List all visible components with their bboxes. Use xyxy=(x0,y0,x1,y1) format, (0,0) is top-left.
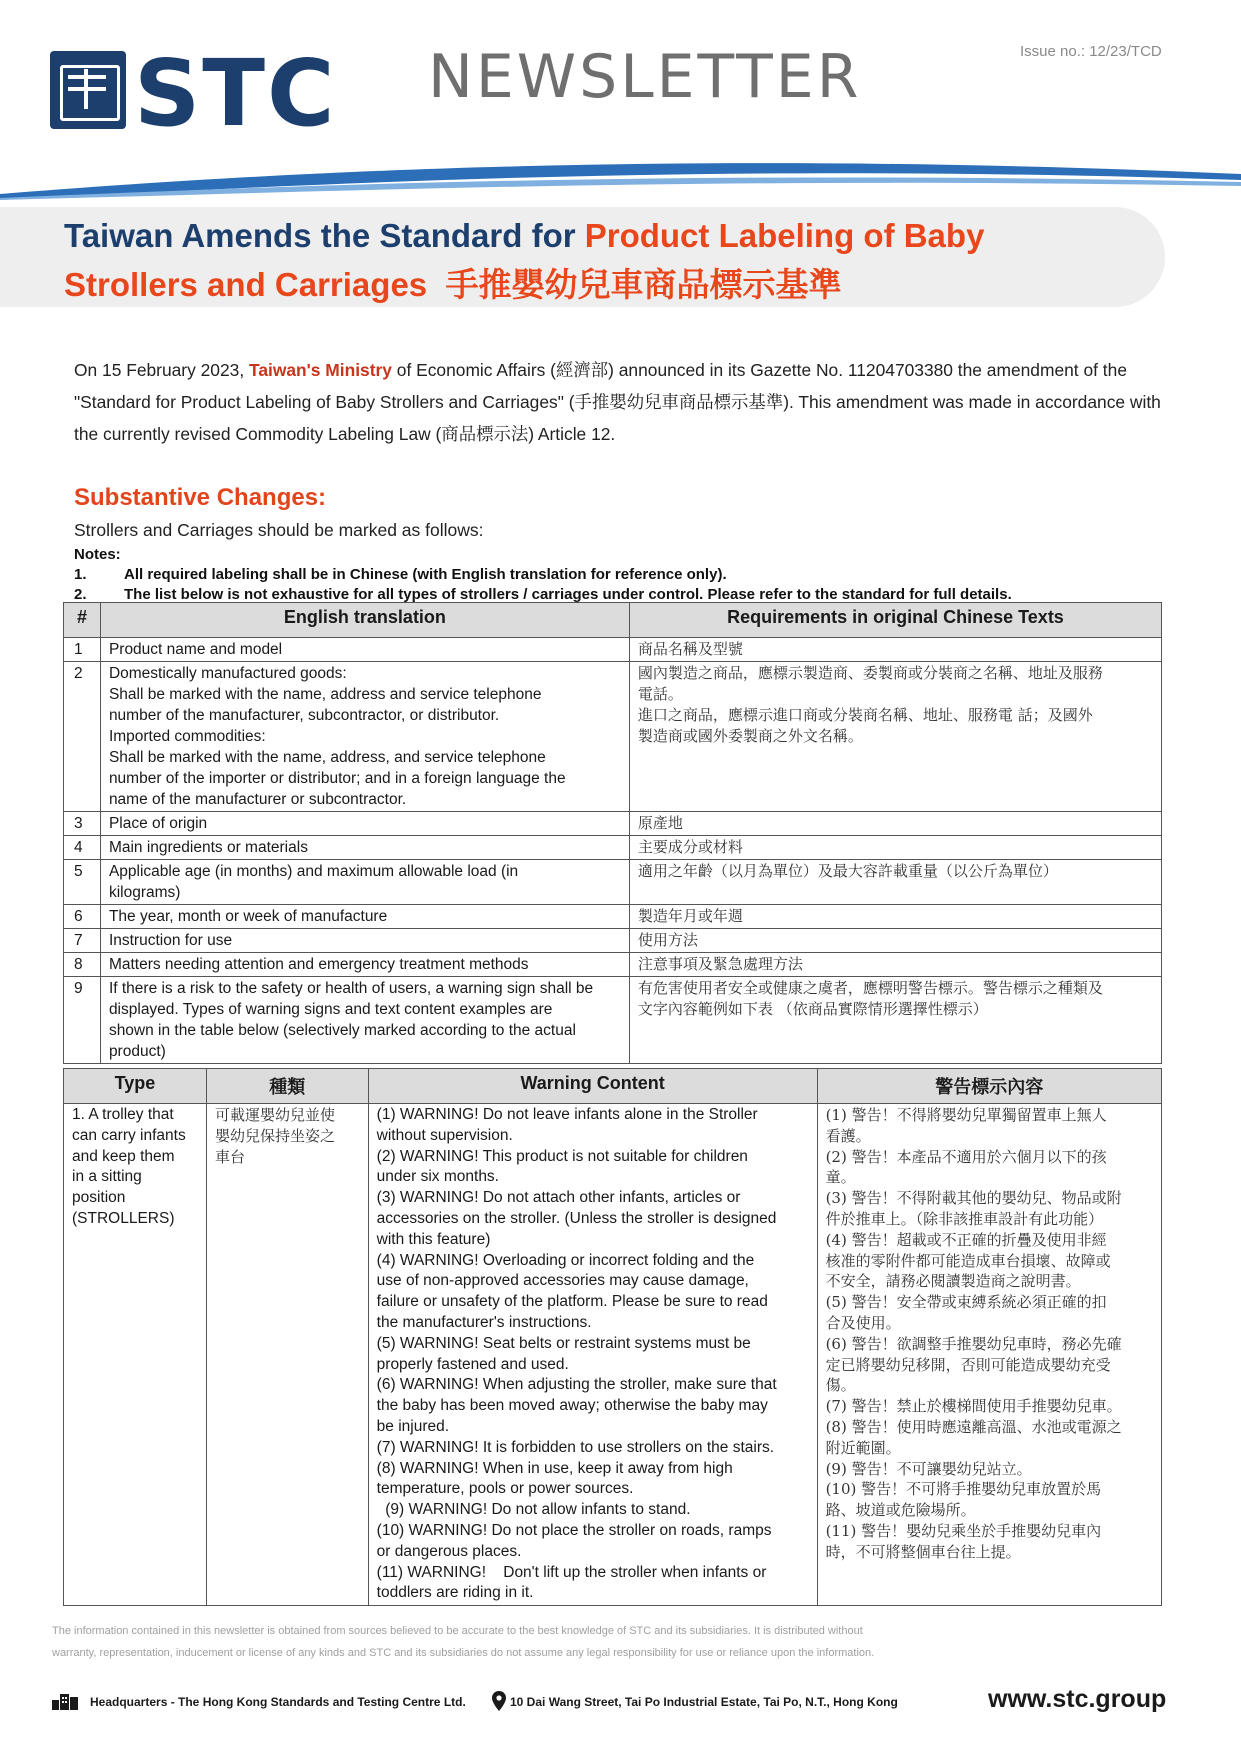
text-line: be injured. xyxy=(376,1417,450,1435)
chinese-cell xyxy=(629,638,1161,662)
text-line: (3) 警告！不得附載其他的嬰幼兒、物品或附 xyxy=(825,1189,1122,1208)
intro-text-highlight: Taiwan's Ministry xyxy=(248,360,392,380)
text-line: 路、坡道或危險場所。 xyxy=(825,1501,976,1520)
text-line: Instruction for use xyxy=(108,932,233,949)
footer-address: 10 Dai Wang Street, Tai Po Industrial Estate, Tai Po, N.T., Hong Kong xyxy=(510,1695,898,1709)
text-line: kilograms) xyxy=(108,884,181,901)
text-line: (1) 警告！不得將嬰幼兒單獨留置車上無人 xyxy=(825,1106,1107,1124)
text-line: (9) 警告！不可讓嬰幼兒站立。 xyxy=(825,1459,1032,1478)
text-line: can carry infants xyxy=(72,1126,186,1144)
disclaimer-line: warranty, representation, inducement or license of any kinds and STC and its subsidiaries do not assume any legal responsibility for use or reliance upon the information. xyxy=(52,1647,875,1659)
header-type: Type xyxy=(64,1069,207,1104)
text-line: in a sitting xyxy=(72,1168,142,1186)
type-zh-cell xyxy=(206,1104,368,1606)
table-row xyxy=(64,953,1162,977)
english-cell xyxy=(100,860,629,905)
table-row xyxy=(64,860,1162,905)
row-number: 2 xyxy=(64,662,101,812)
header-swoosh xyxy=(0,140,1241,200)
website-link[interactable]: www.stc.group xyxy=(988,1685,1167,1713)
english-cell xyxy=(100,929,629,953)
text-line: 製造年月或年週 xyxy=(637,907,743,925)
row-number: 1 xyxy=(64,638,101,662)
table-header-row xyxy=(64,1069,1162,1104)
table-row xyxy=(64,812,1162,836)
english-cell xyxy=(100,953,629,977)
text-line: 適用之年齡（以月為單位）及最大容許載重量（以公斤為單位） xyxy=(637,862,1058,880)
text-line: failure or unsafety of the platform. Please be sure to read xyxy=(376,1293,768,1311)
text-line: (7) WARNING! It is forbidden to use strollers on the stairs. xyxy=(376,1438,775,1456)
building-icon xyxy=(52,1692,78,1710)
text-line: product) xyxy=(108,1043,166,1060)
text-line: position xyxy=(72,1189,126,1207)
english-cell xyxy=(100,977,629,1064)
header-warning-content-zh: 警告標示內容 xyxy=(817,1069,1161,1104)
text-line: (6) 警告！欲調整手推嬰幼兒車時，務必先確 xyxy=(825,1334,1122,1353)
text-line: without supervision. xyxy=(376,1126,513,1144)
title-part-blue: Taiwan Amends the Standard for xyxy=(64,217,585,254)
note-number: 2. xyxy=(74,586,87,603)
text-line: number of the manufacturer, subcontractor, or distributor. xyxy=(108,707,500,724)
text-line: 製造商或國外委製商之外文名稱。 xyxy=(637,727,863,745)
intro-text-1: On 15 February 2023, xyxy=(74,360,249,380)
notes-block xyxy=(74,545,1174,605)
table-row xyxy=(64,662,1162,812)
text-line: The year, month or week of manufacture xyxy=(108,908,388,925)
text-line: 進口之商品，應標示進口商或分裝商名稱、地址、服務電 話；及國外 xyxy=(637,706,1093,724)
text-line: 件於推車上。（除非該推車設計有此功能） xyxy=(825,1209,1104,1228)
text-line: 注意事項及緊急處理方法 xyxy=(637,955,803,973)
newsletter-label: NEWSLETTER xyxy=(428,42,862,112)
text-line: 合及使用。 xyxy=(825,1313,901,1332)
text-line: 可載運嬰幼兒並使 xyxy=(214,1106,335,1124)
text-line: If there is a risk to the safety or health of users, a warning sign shall be xyxy=(108,980,594,997)
text-line: 傷。 xyxy=(825,1376,856,1395)
row-number: 9 xyxy=(64,977,101,1064)
row-number: 8 xyxy=(64,953,101,977)
english-cell xyxy=(100,662,629,812)
text-line: name of the manufacturer or subcontractor. xyxy=(108,791,407,808)
text-line: 使用方法 xyxy=(637,931,698,949)
disclaimer-line: The information contained in this newsletter is obtained from sources believed to be accurate to the best knowledge of STC and its subsidiaries. It is distributed without xyxy=(52,1625,863,1637)
text-line: under six months. xyxy=(376,1168,499,1186)
footer-headquarters: Headquarters - The Hong Kong Standards and Testing Centre Ltd. xyxy=(90,1695,466,1709)
note-item xyxy=(74,565,1174,585)
english-cell xyxy=(100,905,629,929)
text-line: (6) WARNING! When adjusting the stroller, make sure that xyxy=(376,1376,777,1394)
text-line: displayed. Types of warning signs and text content examples are xyxy=(108,1001,553,1018)
row-number: 3 xyxy=(64,812,101,836)
chinese-cell xyxy=(629,929,1161,953)
section-subtitle: Strollers and Carriages should be marked as follows: xyxy=(74,520,484,540)
text-line: (9) WARNING! Do not allow infants to stand. xyxy=(376,1501,691,1519)
text-line: 附近範圍。 xyxy=(825,1438,901,1457)
chinese-cell xyxy=(629,662,1161,812)
note-text: The list below is not exhaustive for all types of strollers / carriages under control. Please refer to the standard for full details. xyxy=(124,586,1012,603)
text-line: (2) WARNING! This product is not suitable for children xyxy=(376,1147,748,1165)
text-line: 1. A trolley that xyxy=(72,1106,174,1123)
chinese-cell xyxy=(629,953,1161,977)
table-row xyxy=(64,929,1162,953)
text-line: 商品名稱及型號 xyxy=(637,640,743,658)
text-line: Domestically manufactured goods: xyxy=(108,665,347,682)
requirements-table xyxy=(63,602,1162,1064)
table-row xyxy=(64,977,1162,1064)
text-line: (11) 警告！嬰幼兒乘坐於手推嬰幼兒車內 xyxy=(825,1521,1102,1540)
text-line: (8) WARNING! When in use, keep it away from high xyxy=(376,1459,733,1477)
text-line: and keep them xyxy=(72,1147,175,1165)
text-line: (11) WARNING! Don't lift up the stroller when infants or xyxy=(376,1563,767,1581)
text-line: Main ingredients or materials xyxy=(108,839,308,856)
row-number: 4 xyxy=(64,836,101,860)
text-line: toddlers are riding in it. xyxy=(376,1584,534,1602)
chinese-cell xyxy=(629,812,1161,836)
text-line: 時，不可將整個車台往上提。 xyxy=(825,1542,1021,1561)
text-line: (5) WARNING! Seat belts or restraint systems must be xyxy=(376,1334,751,1352)
text-line: the manufacturer's instructions. xyxy=(376,1313,592,1331)
header-chinese: Requirements in original Chinese Texts xyxy=(629,603,1161,638)
text-line: (4) 警告！超載或不正確的折疊及使用非經 xyxy=(825,1230,1107,1249)
title-part-red-2: Strollers and Carriages xyxy=(64,266,428,303)
text-line: 看護。 xyxy=(825,1126,871,1145)
text-line: (3) WARNING! Do not attach other infants, articles or xyxy=(376,1189,741,1207)
text-line: number of the importer or distributor; and in a foreign language the xyxy=(108,770,566,787)
table-header-row xyxy=(64,603,1162,638)
text-line: use of non-approved accessories may cause damage, xyxy=(376,1272,749,1290)
english-cell xyxy=(100,812,629,836)
intro-text-2: of Economic Affairs (經濟部) announced in its Gazette No. 11204703380 the amendment of the "Standard for Product Labeling of Baby Strollers and Carriages" (手推嬰幼兒車商品標示基準). This amendment was made in accordance with the currently revised Commodity Labeling Law (商品標示法) Article 12. xyxy=(74,360,1161,444)
article-title xyxy=(64,211,1154,309)
text-line: (1) WARNING! Do not leave infants alone in the Stroller xyxy=(376,1106,758,1123)
english-cell xyxy=(100,638,629,662)
text-line: Matters needing attention and emergency treatment methods xyxy=(108,956,529,973)
text-line: 童。 xyxy=(825,1168,856,1187)
chinese-cell xyxy=(629,860,1161,905)
disclaimer xyxy=(52,1620,1152,1664)
chinese-cell xyxy=(629,905,1161,929)
text-line: Imported commodities: xyxy=(108,728,266,745)
text-line: 嬰幼兒保持坐姿之 xyxy=(214,1126,335,1145)
logo-emblem-icon xyxy=(50,51,126,129)
text-line: (2) 警告！本產品不適用於六個月以下的孩 xyxy=(825,1147,1107,1166)
text-line: 原產地 xyxy=(637,814,683,832)
text-line: (10) 警告！不可將手推嬰幼兒車放置於馬 xyxy=(825,1480,1102,1499)
text-line: 核准的零附件都可能造成車台損壞、故障或 xyxy=(825,1251,1111,1270)
row-number: 7 xyxy=(64,929,101,953)
issue-number: Issue no.: 12/23/TCD xyxy=(1020,43,1162,60)
table-row xyxy=(64,905,1162,929)
text-line: 定已將嬰幼兒移開，否則可能造成嬰幼充受 xyxy=(825,1355,1111,1374)
chinese-cell xyxy=(629,836,1161,860)
text-line: (10) WARNING! Do not place the stroller on roads, ramps xyxy=(376,1521,772,1539)
title-part-zh: 手推嬰幼兒車商品標示基準 xyxy=(445,265,842,304)
intro-paragraph xyxy=(74,354,1174,450)
text-line: with this feature) xyxy=(376,1230,491,1248)
chinese-cell xyxy=(629,977,1161,1064)
text-line: (7) 警告！禁止於樓梯間使用手推嬰幼兒車。 xyxy=(825,1397,1122,1416)
warning-table xyxy=(63,1068,1162,1606)
row-number: 6 xyxy=(64,905,101,929)
text-line: 有危害使用者安全或健康之虞者，應標明警告標示。警告標示之種類及 xyxy=(637,979,1103,997)
text-line: the baby has been moved away; otherwise the baby may xyxy=(376,1397,768,1415)
text-line: Shall be marked with the name, address and service telephone xyxy=(108,686,542,703)
text-line: Product name and model xyxy=(108,641,283,658)
text-line: Applicable age (in months) and maximum allowable load (in xyxy=(108,863,519,880)
type-cell xyxy=(64,1104,207,1606)
text-line: shown in the table below (selectively marked according to the actual xyxy=(108,1022,576,1039)
title-part-red: Product Labeling of Baby xyxy=(584,217,985,254)
text-line: 電話。 xyxy=(637,685,683,703)
text-line: 車台 xyxy=(214,1147,245,1166)
text-line: Place of origin xyxy=(108,815,208,832)
section-heading: Substantive Changes: xyxy=(74,484,327,511)
header-warning-content: Warning Content xyxy=(368,1069,817,1104)
english-cell xyxy=(100,836,629,860)
warning-content-cell xyxy=(368,1104,817,1606)
text-line: 不安全，請務必閱讀製造商之說明書。 xyxy=(825,1272,1081,1291)
text-line: (STROLLERS) xyxy=(72,1209,175,1227)
text-line: temperature, pools or power sources. xyxy=(376,1480,634,1498)
table-row xyxy=(64,836,1162,860)
text-line: (8) 警告！使用時應遠離高溫、水池或電源之 xyxy=(825,1417,1122,1436)
notes-label: Notes: xyxy=(74,546,121,563)
logo-text: STC xyxy=(134,40,337,147)
location-pin-icon xyxy=(492,1691,506,1711)
table-row xyxy=(64,1104,1162,1606)
note-number: 1. xyxy=(74,566,87,583)
header-type-zh: 種類 xyxy=(206,1069,368,1104)
text-line: (4) WARNING! Overloading or incorrect folding and the xyxy=(376,1251,755,1269)
table-row xyxy=(64,638,1162,662)
header-english: English translation xyxy=(100,603,629,638)
note-text: All required labeling shall be in Chinese (with English translation for reference only). xyxy=(124,566,727,583)
text-line: Shall be marked with the name, address, and service telephone xyxy=(108,749,546,766)
text-line: or dangerous places. xyxy=(376,1542,522,1560)
text-line: 主要成分或材料 xyxy=(637,838,743,856)
text-line: 文字內容範例如下表 （依商品實際情形選擇性標示） xyxy=(637,1000,988,1018)
header-number: # xyxy=(64,603,101,638)
warning-content-zh-cell xyxy=(817,1104,1161,1606)
text-line: 國內製造之商品，應標示製造商、委製商或分裝商之名稱、地址及服務 xyxy=(637,664,1103,682)
stc-logo xyxy=(50,40,350,147)
text-line: properly fastened and used. xyxy=(376,1355,569,1373)
text-line: (5) 警告！安全帶或束縛系統必須正確的扣 xyxy=(825,1293,1107,1312)
text-line: accessories on the stroller. (Unless the stroller is designed xyxy=(376,1209,777,1227)
row-number: 5 xyxy=(64,860,101,905)
